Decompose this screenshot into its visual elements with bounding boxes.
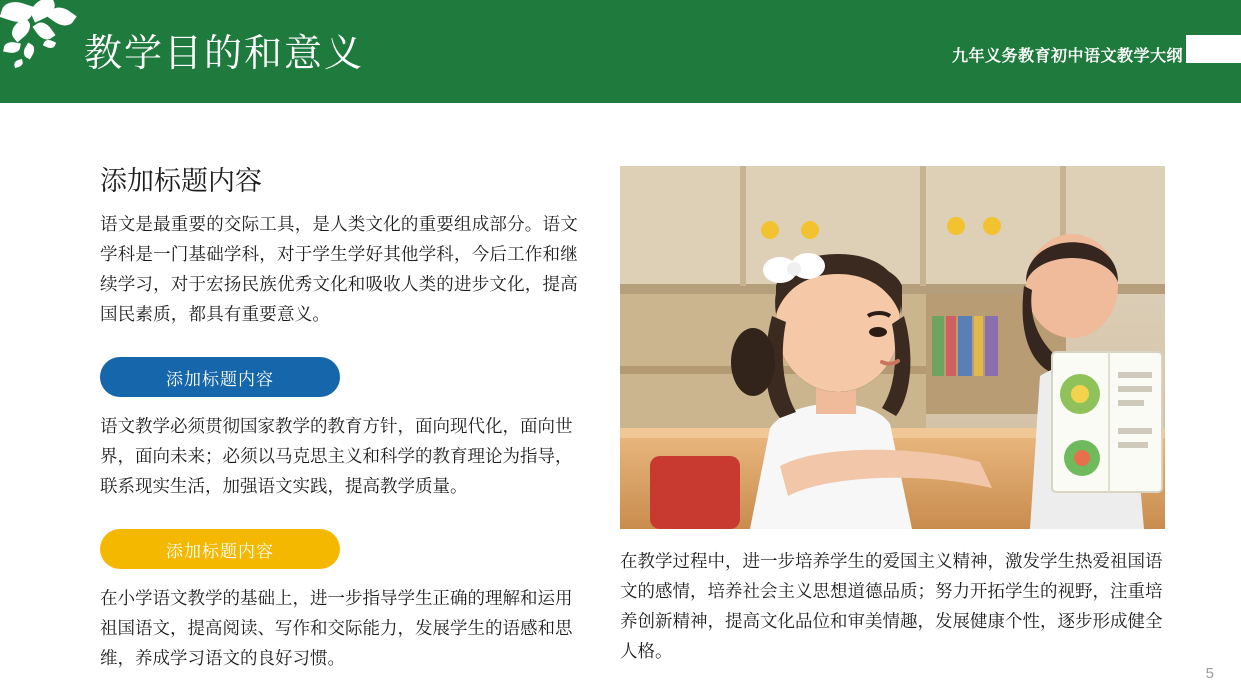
maple-leaves-decoration-icon: [0, 0, 88, 103]
slide-header: [0, 0, 1241, 103]
classroom-photo: [620, 166, 1165, 529]
page-number: 5: [1205, 665, 1214, 682]
content-block-2-text: 在小学语文教学的基础上，进一步指导学生正确的理解和运用祖国语文，提高阅读、写作和交际能力，发展学生的语感和思维，养成学习语文的良好习惯。: [100, 588, 573, 668]
header-subtitle: 九年义务教育初中语文教学大纲: [951, 48, 1183, 65]
content-block-2-pill[interactable]: 添加标题内容: [100, 529, 340, 569]
content-block-1-text: 语文教学必须贯彻国家教学的教育方针，面向现代化，面向世界，面向未来；必须以马克思主义和科学的教育理论为指导，联系现实生活，加强语文实践，提高教学质量。: [100, 416, 573, 496]
header-tab-decoration: [1186, 35, 1241, 63]
section-title: 添加标题内容: [100, 166, 262, 196]
intro-paragraph: 语文是最重要的交际工具，是人类文化的重要组成部分。语文学科是一门基础学科，对于学生学好其他学科，今后工作和继续学习，对于宏扬民族优秀文化和吸收人类的进步文化，提高国民素质，都具有重要意义。: [100, 214, 578, 324]
page-title: 教学目的和意义: [84, 31, 365, 75]
left-content-column: [100, 163, 585, 673]
content-block-1-pill[interactable]: 添加标题内容: [100, 357, 340, 397]
photo-caption: 在教学过程中，进一步培养学生的爱国主义精神，激发学生热爱祖国语文的感情，培养社会主义思想道德品质；努力开拓学生的视野，注重培养创新精神，提高文化品位和审美情趣，发展健康个性，逐步形成健全人格。: [620, 551, 1163, 661]
